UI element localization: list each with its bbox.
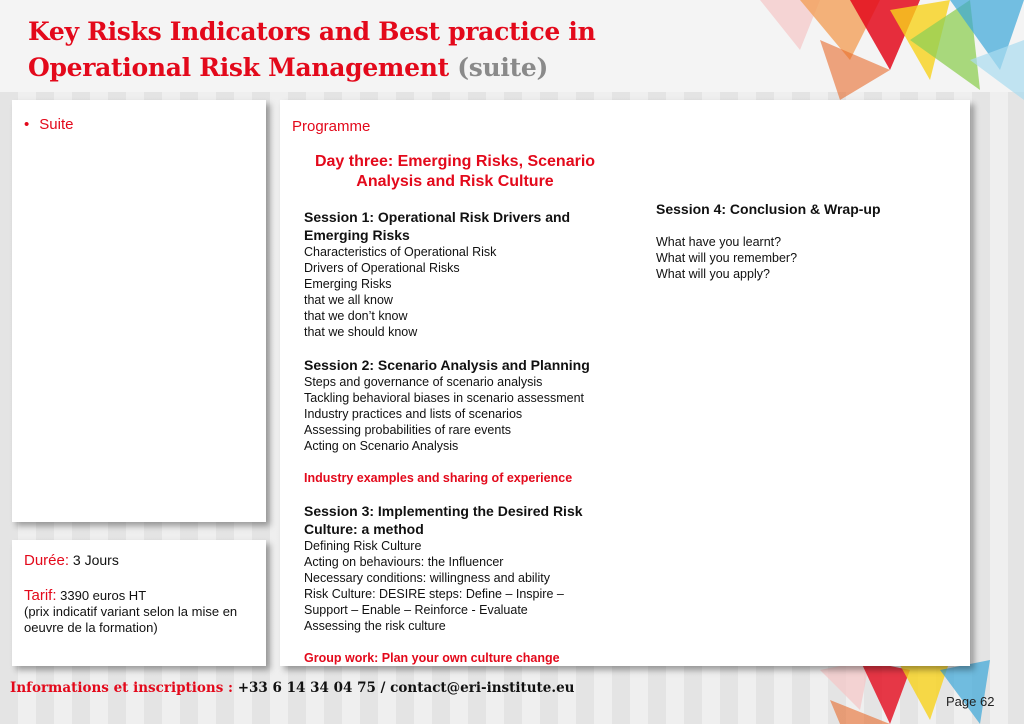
list-item: Characteristics of Operational Risk <box>304 245 497 259</box>
list-item: Defining Risk Culture <box>304 539 422 553</box>
programme-column-right <box>656 200 956 282</box>
bullet-label: Suite <box>39 116 74 133</box>
programme-label: Programme <box>292 118 371 135</box>
page-number: Page 62 <box>946 694 995 709</box>
duree-label: Durée: <box>24 552 70 569</box>
programme-column-left <box>304 208 624 666</box>
duree-value: 3 Jours <box>72 552 119 568</box>
info-panel <box>12 540 266 666</box>
session-title: Session 4: Conclusion & Wrap-up <box>656 201 881 217</box>
session-title: Session 2: Scenario Analysis and Planning <box>304 357 590 373</box>
session-note: Industry examples and sharing of experience <box>304 471 573 485</box>
tarif-value: 3390 euros HT <box>60 588 147 603</box>
list-item: Necessary conditions: willingness and ability <box>304 571 550 585</box>
session-note: Group work: Plan your own culture change <box>304 651 560 665</box>
bullet-item <box>24 116 73 133</box>
session-title: Session 3: Implementing the Desired Risk Culture: a method <box>304 503 583 537</box>
list-item: Acting on behaviours: the Influencer <box>304 555 504 569</box>
decorative-polygon-art-icon <box>760 0 1024 100</box>
page-title <box>28 14 748 86</box>
list-item: Industry practices and lists of scenarios <box>304 407 523 421</box>
decorative-polygon-art-icon <box>800 660 1024 724</box>
list-item: Emerging Risks <box>304 277 392 291</box>
list-item: Tackling behavioral biases in scenario assessment <box>304 391 585 405</box>
list-item: Assessing probabilities of rare events <box>304 423 512 437</box>
tarif-row <box>24 588 260 636</box>
page-title-main: Key Risks Indicators and Best practice in Operational Risk Management <box>28 17 596 82</box>
left-panel <box>12 100 266 522</box>
list-item: that we should know <box>304 325 418 339</box>
list-item: What have you learnt? <box>656 235 782 249</box>
tarif-note: (prix indicatif variant selon la mise en oeuvre de la formation) <box>24 604 238 635</box>
day-title: Day three: Emerging Risks, Scenario Analysis and Risk Culture <box>314 153 596 190</box>
list-item: Drivers of Operational Risks <box>304 261 460 275</box>
page-title-suite: (suite) <box>457 53 548 82</box>
footer-contact <box>10 680 575 696</box>
list-item: Acting on Scenario Analysis <box>304 439 459 453</box>
list-item: that we all know <box>304 293 393 307</box>
session-title: Session 1: Operational Risk Drivers and Emerging Risks <box>304 209 571 243</box>
footer-contact-info[interactable]: +33 6 14 34 04 75 / contact@eri-institute.eu <box>237 680 575 696</box>
list-item: that we don’t know <box>304 309 408 323</box>
bullet-icon: • <box>24 116 30 133</box>
tarif-label: Tarif: <box>24 587 57 604</box>
list-item: Steps and governance of scenario analysis <box>304 375 543 389</box>
list-item: What will you apply? <box>656 267 770 281</box>
footer-label: Informations et inscriptions : <box>10 680 234 696</box>
list-item: What will you remember? <box>656 251 798 265</box>
list-item: Support – Enable – Reinforce - Evaluate <box>304 603 528 617</box>
list-item: Assessing the risk culture <box>304 619 446 633</box>
list-item: Risk Culture: DESIRE steps: Define – Inspire – <box>304 587 564 601</box>
duree-row <box>24 552 119 569</box>
programme-panel <box>280 100 970 666</box>
